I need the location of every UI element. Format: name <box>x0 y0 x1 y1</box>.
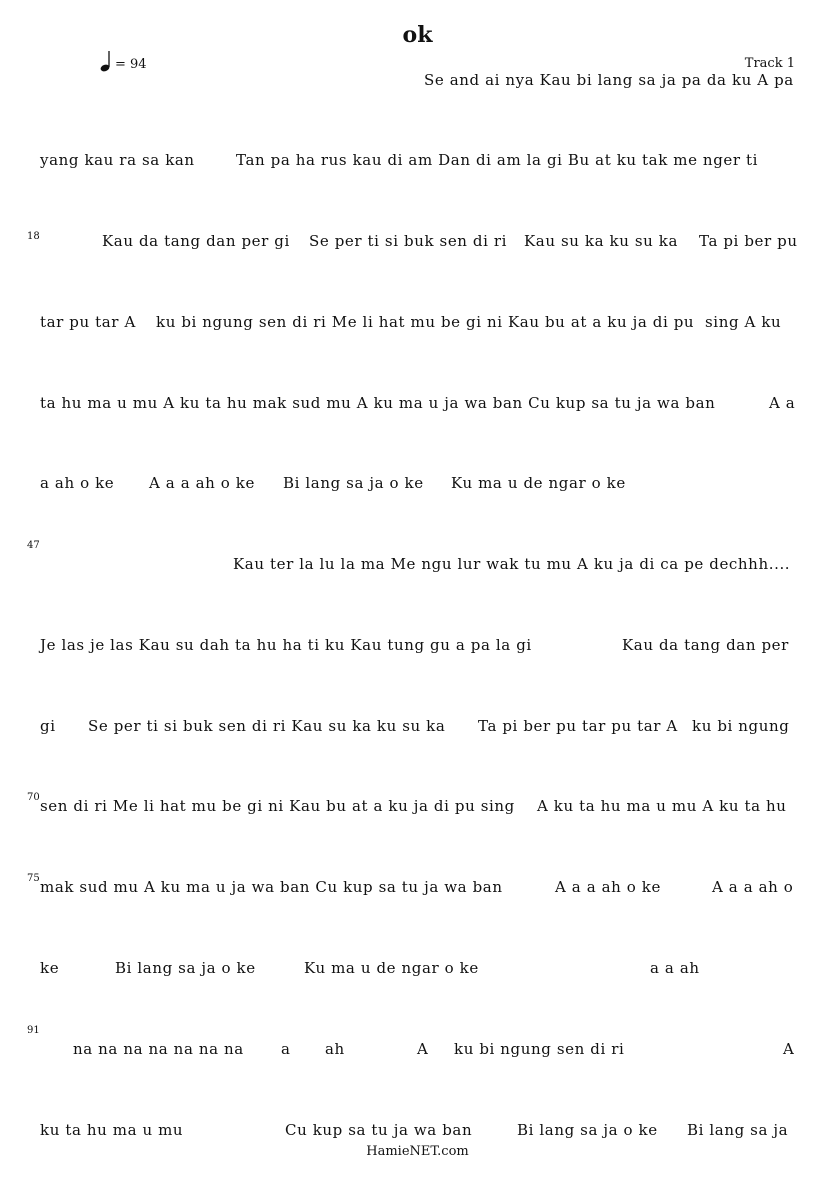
lyric-line: ah <box>325 1040 345 1058</box>
measure-number: 70 <box>27 792 40 803</box>
lyric-line: Bi lang sa ja o ke <box>517 1121 658 1139</box>
lyric-line: ke <box>40 959 60 977</box>
lyric-line: A a a ah o <box>712 878 794 896</box>
lyric-line: Ku ma u de ngar o ke <box>304 959 479 977</box>
lyric-line: Ku ma u de ngar o ke <box>451 474 626 492</box>
lyric-line: Ta pi ber pu <box>699 232 798 250</box>
track-label: Track 1 <box>744 56 795 71</box>
lyric-line: mak sud mu A ku ma u ja wa ban Cu kup sa tu ja wa ban <box>40 878 503 896</box>
lyric-line: A <box>783 1040 795 1058</box>
lyric-line: A a <box>769 394 796 412</box>
lyric-line: sen di ri Me li hat mu be gi ni Kau bu at a ku ja di pu sing <box>40 797 515 815</box>
lyric-line: A a a ah o ke <box>555 878 661 896</box>
lyric-line: Kau ter la lu la ma Me ngu lur wak tu mu A ku ja di ca pe dechhh.... <box>233 555 791 573</box>
footer-site-link[interactable]: HamieNET.com <box>366 1144 469 1159</box>
lyric-line: Tan pa ha rus kau di am Dan di am la gi Bu at ku tak me nger ti <box>236 151 759 169</box>
lyric-line: gi <box>40 717 56 735</box>
tempo-marking <box>100 50 147 72</box>
lyric-line: tar pu tar A <box>40 313 136 331</box>
lyric-line: Kau su ka ku su ka <box>524 232 678 250</box>
tempo-value: = 94 <box>115 57 147 72</box>
lyric-line: ta hu ma u mu A ku ta hu mak sud mu A ku ma u ja wa ban Cu kup sa tu ja wa ban <box>40 394 716 412</box>
measure-number: 47 <box>27 540 40 551</box>
measure-number: 18 <box>27 231 40 242</box>
lyric-line: A ku ta hu ma u mu A ku ta hu <box>537 797 787 815</box>
lyric-line: ku ta hu ma u mu <box>40 1121 184 1139</box>
lyric-line: Bi lang sa ja o ke <box>115 959 256 977</box>
lyric-line: Se per ti si buk sen di ri <box>309 232 508 250</box>
measure-number: 91 <box>27 1025 40 1036</box>
lyric-line: yang kau ra sa kan <box>40 151 195 169</box>
lyric-line: ku bi ngung sen di ri Me li hat mu be gi ni Kau bu at a ku ja di pu <box>156 313 695 331</box>
lyric-line: Je las je las Kau su dah ta hu ha ti ku Kau tung gu a pa la gi <box>40 636 532 654</box>
lyric-line: na na na na na na na <box>73 1040 244 1058</box>
lyric-line: ku bi ngung <box>692 717 790 735</box>
lyric-line: a a ah <box>650 959 700 977</box>
lyric-line: Bi lang sa ja o ke <box>283 474 424 492</box>
lyric-line: Se per ti si buk sen di ri Kau su ka ku su ka <box>88 717 446 735</box>
lyric-line: Bi lang sa ja <box>687 1121 789 1139</box>
lyric-line: A a a ah o ke <box>149 474 255 492</box>
lyric-line: Se and ai nya Kau bi lang sa ja pa da ku A pa <box>424 71 794 89</box>
quarter-note-icon <box>100 50 112 72</box>
lyric-line: sing A ku <box>705 313 782 331</box>
measure-number: 75 <box>27 873 40 884</box>
lyric-line: A <box>417 1040 429 1058</box>
lyric-line: Kau da tang dan per <box>622 636 789 654</box>
song-title: ok <box>402 22 433 48</box>
lyric-line: a ah o ke <box>40 474 115 492</box>
lyric-line: Kau da tang dan per gi <box>102 232 290 250</box>
lyric-line: a <box>281 1040 291 1058</box>
lyric-line: ku bi ngung sen di ri <box>454 1040 625 1058</box>
lyric-line: Ta pi ber pu tar pu tar A <box>478 717 678 735</box>
lyric-line: Cu kup sa tu ja wa ban <box>285 1121 473 1139</box>
